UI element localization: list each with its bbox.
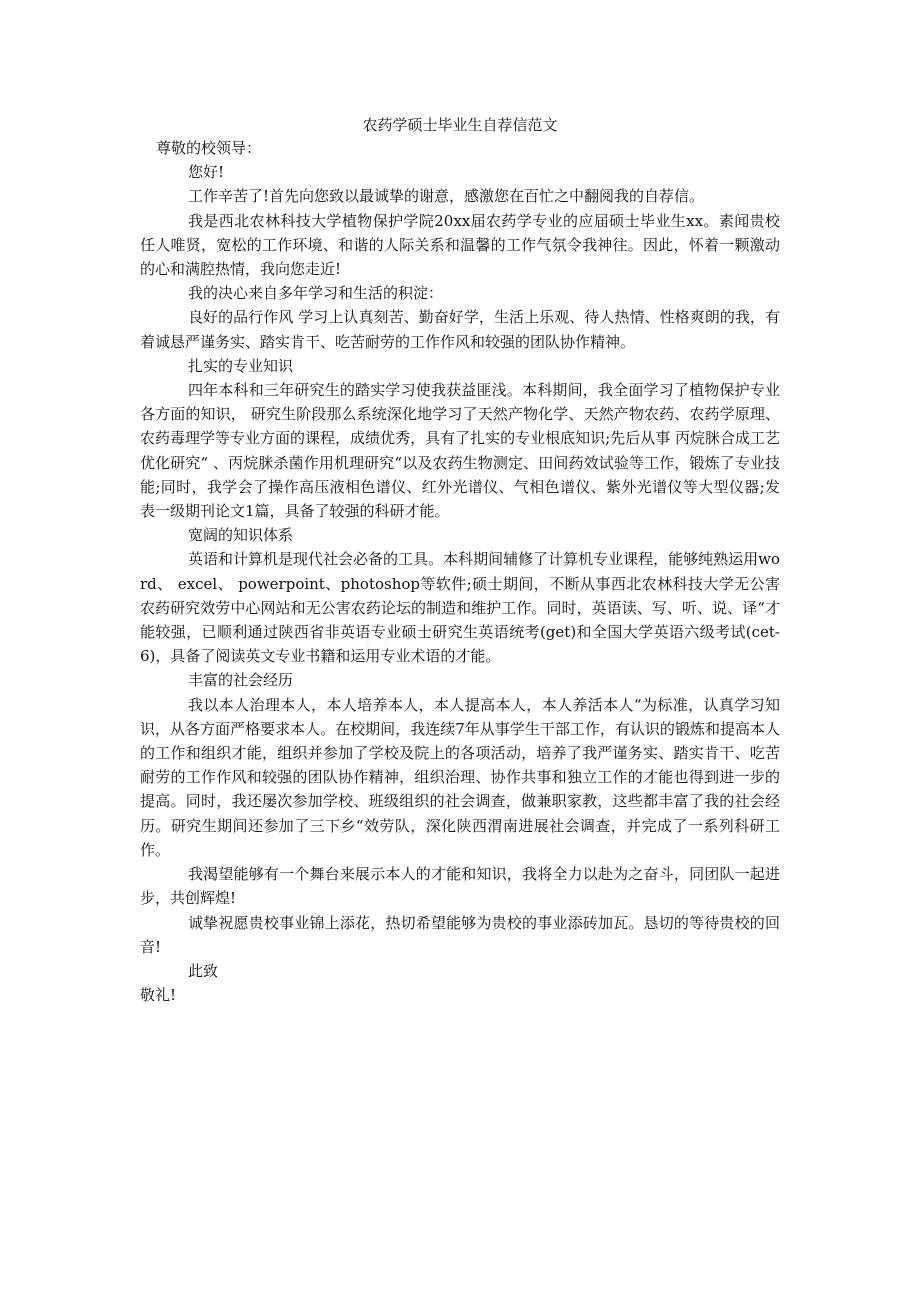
closing-salute: 敬礼! (140, 986, 177, 1005)
paragraph-aspiration: 我渴望能够有一个舞台来展示本人的才能和知识，我将全力以赴为之奋斗，同团队一起进步，共创辉煌! (140, 865, 780, 908)
paragraph-character: 良好的品行作风 学习上认真刻苦、勤奋好学，生活上乐观、待人热情、性格爽朗的我，有着诚恳严谨务实、踏实肯干、吃苦耐劳的工作作风和较强的团队协作精神。 (140, 308, 780, 351)
section-heading-knowledge: 宽阔的知识体系 (188, 526, 294, 545)
paragraph-thanks: 工作辛苦了!首先向您致以最诚挚的谢意，感激您在百忙之中翻阅我的自荐信。 (188, 187, 705, 206)
paragraph-wishes: 诚挚祝愿贵校事业锦上添花，热切希望能够为贵校的事业添砖加瓦。恳切的等待贵校的回音! (140, 913, 780, 956)
paragraph-introduction: 我是西北农林科技大学植物保护学院20xx届农药学专业的应届硕士毕业生xx。素闻贵校任人唯贤，宽松的工作环境、和谐的人际关系和温馨的工作气氛令我神往。因此，怀着一颗激动的心和满腔热情，我向您走近! (140, 211, 780, 279)
section-heading-professional: 扎实的专业知识 (188, 356, 294, 375)
paragraph-experience: 我以本人治理本人，本人培养本人，本人提高本人，本人养活本人“为标准，认真学习知识，从各方面严格要求本人。在校期间，我连续7年从事学生干部工作，有认识的锻炼和提高本人的工作和组织才能，组织并参加了学校及院上的各项活动，培养了我严谨务实、踏实肯干、吃苦耐劳的工作作风和较强的团队协作精神，组织治理、协作共事和独立工作的才能也得到进一步的提高。同时，我还屡次参加学校、班级组织的社会调查，做兼职家教，这些都丰富了我的社会经历。研究生期间还参加了三下乡“效劳队，深化陕西渭南进展社会调查，并完成了一系列科研工作。 (140, 695, 780, 859)
closing-phrase: 此致 (188, 961, 219, 980)
letter-body (140, 136, 780, 1007)
salutation: 尊敬的校领导： (156, 139, 262, 157)
paragraph-determination: 我的决心来自多年学习和生活的积淀： (188, 284, 444, 303)
paragraph-professional: 四年本科和三年研究生的踏实学习使我获益匪浅。本科期间，我全面学习了植物保护专业各方面的知识， 研究生阶段那么系统深化地学习了天然产物化学、天然产物农药、农药学原理、农药毒理学等专业方面的课程，成绩优秀，具有了扎实的专业根底知识;先后从事 丙烷脒合成工艺优化研究“ 、丙烷脒杀菌作用机理研究“以及农药生物测定、田间药效试验等工作，锻炼了专业技能;同时，我学会了操作高压液相色谱仪、红外光谱仪、气相色谱仪、紫外光谱仪等大型仪器;发表一级期刊论文1篇，具备了较强的科研才能。 (140, 381, 780, 521)
paragraph-knowledge: 英语和计算机是现代社会必备的工具。本科期间辅修了计算机专业课程，能够纯熟运用word、 excel、 powerpoint、photoshop等软件;硕士期间，不断从事西北农林科技大学无公害农药研究效劳中心网站和无公害农药论坛的制造和维护工作。同时，英语读、写、听、说、译“才能较强，已顺利通过陕西省非英语专业硕士研究生英语统考(get)和全国大学英语六级考试(cet-6)，具备了阅读英文专业书籍和运用专业术语的才能。 (140, 550, 780, 666)
watermark: n (358, 604, 397, 666)
section-heading-experience: 丰富的社会经历 (188, 671, 294, 690)
document-title: 农药学硕士毕业生自荐信范文 (362, 116, 558, 134)
greeting: 您好! (188, 163, 225, 182)
